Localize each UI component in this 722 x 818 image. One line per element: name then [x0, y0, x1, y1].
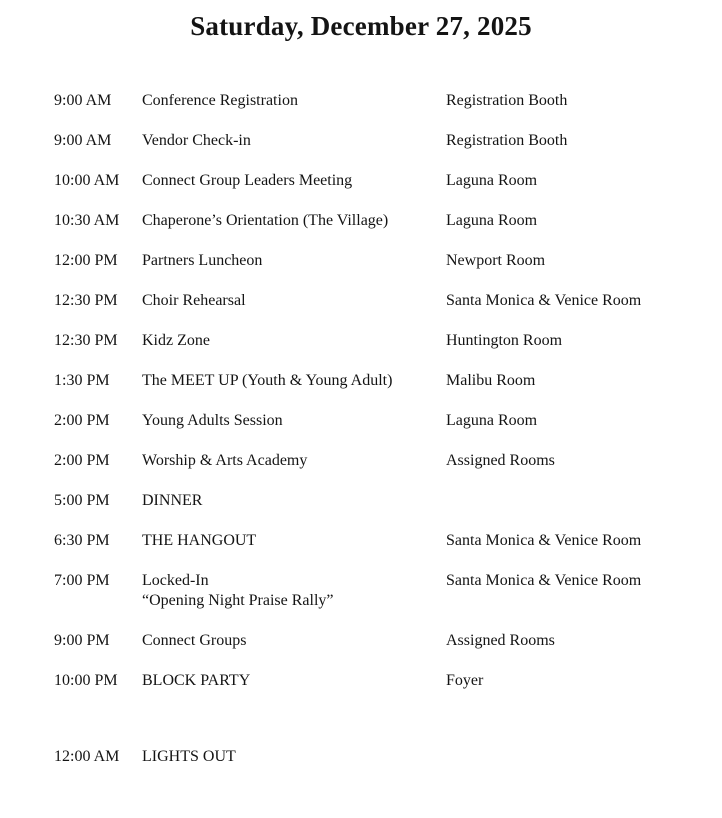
schedule-row: [0, 332, 722, 350]
event-title-line1: Worship & Arts Academy: [142, 452, 308, 469]
schedule-row: [0, 372, 722, 390]
schedule-row: [0, 132, 722, 150]
event-location: Assigned Rooms: [446, 452, 555, 469]
schedule-row: [0, 172, 722, 190]
event-location: Santa Monica & Venice Room: [446, 292, 642, 309]
schedule-list: [0, 92, 722, 766]
event-title-line1: BLOCK PARTY: [142, 672, 251, 689]
event-title: [142, 132, 446, 150]
event-time: 1:30 PM: [54, 372, 110, 389]
schedule-row: [0, 292, 722, 310]
schedule-row: [0, 748, 722, 766]
schedule-row: [0, 532, 722, 550]
event-title: [142, 748, 446, 766]
event-title-line1: Locked-In: [142, 572, 209, 589]
event-title: [142, 672, 446, 690]
event-title-line2: “Opening Night Praise Rally”: [142, 592, 334, 609]
event-time: 10:00 PM: [54, 672, 118, 689]
event-title: [142, 252, 446, 270]
event-title-line1: Vendor Check-in: [142, 132, 251, 149]
event-time: 2:00 PM: [54, 412, 110, 429]
schedule-row: [0, 672, 722, 690]
event-title: [142, 332, 446, 350]
event-title-line1: Partners Luncheon: [142, 252, 263, 269]
event-location: Foyer: [446, 672, 484, 689]
event-time: 2:00 PM: [54, 452, 110, 469]
event-title-line1: THE HANGOUT: [142, 532, 257, 549]
event-title-line1: The MEET UP (Youth & Young Adult): [142, 372, 393, 389]
event-time: 12:30 PM: [54, 292, 118, 309]
event-time: 7:00 PM: [54, 572, 110, 589]
event-title: [142, 292, 446, 310]
schedule-row: [0, 92, 722, 110]
event-title: [142, 372, 446, 390]
event-title-line1: Choir Rehearsal: [142, 292, 246, 309]
page-title: Saturday, December 27, 2025: [190, 11, 532, 41]
event-location: Assigned Rooms: [446, 632, 555, 649]
schedule-row: [0, 492, 722, 510]
event-location: Laguna Room: [446, 212, 538, 229]
event-time: 9:00 AM: [54, 132, 112, 149]
event-location: Santa Monica & Venice Room: [446, 572, 642, 589]
event-title-line1: Kidz Zone: [142, 332, 210, 349]
event-title: [142, 492, 446, 510]
event-title-line1: Young Adults Session: [142, 412, 283, 429]
event-title: [142, 632, 446, 650]
event-time: 12:00 AM: [54, 748, 120, 765]
event-title: [142, 452, 446, 470]
event-time: 9:00 PM: [54, 632, 110, 649]
event-title-line1: Chaperone’s Orientation (The Village): [142, 212, 389, 229]
event-location: Santa Monica & Venice Room: [446, 532, 642, 549]
event-title-line1: Connect Groups: [142, 632, 247, 649]
event-time: 12:00 PM: [54, 252, 118, 269]
event-title: [142, 412, 446, 430]
schedule-row: [0, 252, 722, 270]
event-title: [142, 572, 446, 610]
schedule-row: [0, 212, 722, 230]
schedule-row: [0, 412, 722, 430]
event-location: Huntington Room: [446, 332, 563, 349]
event-title: [142, 532, 446, 550]
event-location: Laguna Room: [446, 412, 538, 429]
event-time: 5:00 PM: [54, 492, 110, 509]
event-location: Laguna Room: [446, 172, 538, 189]
event-title-line1: DINNER: [142, 492, 203, 509]
event-title-line1: LIGHTS OUT: [142, 748, 236, 765]
event-title-line1: Connect Group Leaders Meeting: [142, 172, 353, 189]
event-time: 6:30 PM: [54, 532, 110, 549]
schedule-row: [0, 452, 722, 470]
event-title-line1: Conference Registration: [142, 92, 298, 109]
event-time: 9:00 AM: [54, 92, 112, 109]
event-time: 10:30 AM: [54, 212, 120, 229]
schedule-row: [0, 632, 722, 650]
event-location: Registration Booth: [446, 92, 568, 109]
event-time: 10:00 AM: [54, 172, 120, 189]
event-title: [142, 172, 446, 190]
event-location: Malibu Room: [446, 372, 536, 389]
event-location: Newport Room: [446, 252, 546, 269]
event-location: Registration Booth: [446, 132, 568, 149]
event-time: 12:30 PM: [54, 332, 118, 349]
event-title: [142, 212, 446, 230]
schedule-row: [0, 572, 722, 610]
event-title: [142, 92, 446, 110]
